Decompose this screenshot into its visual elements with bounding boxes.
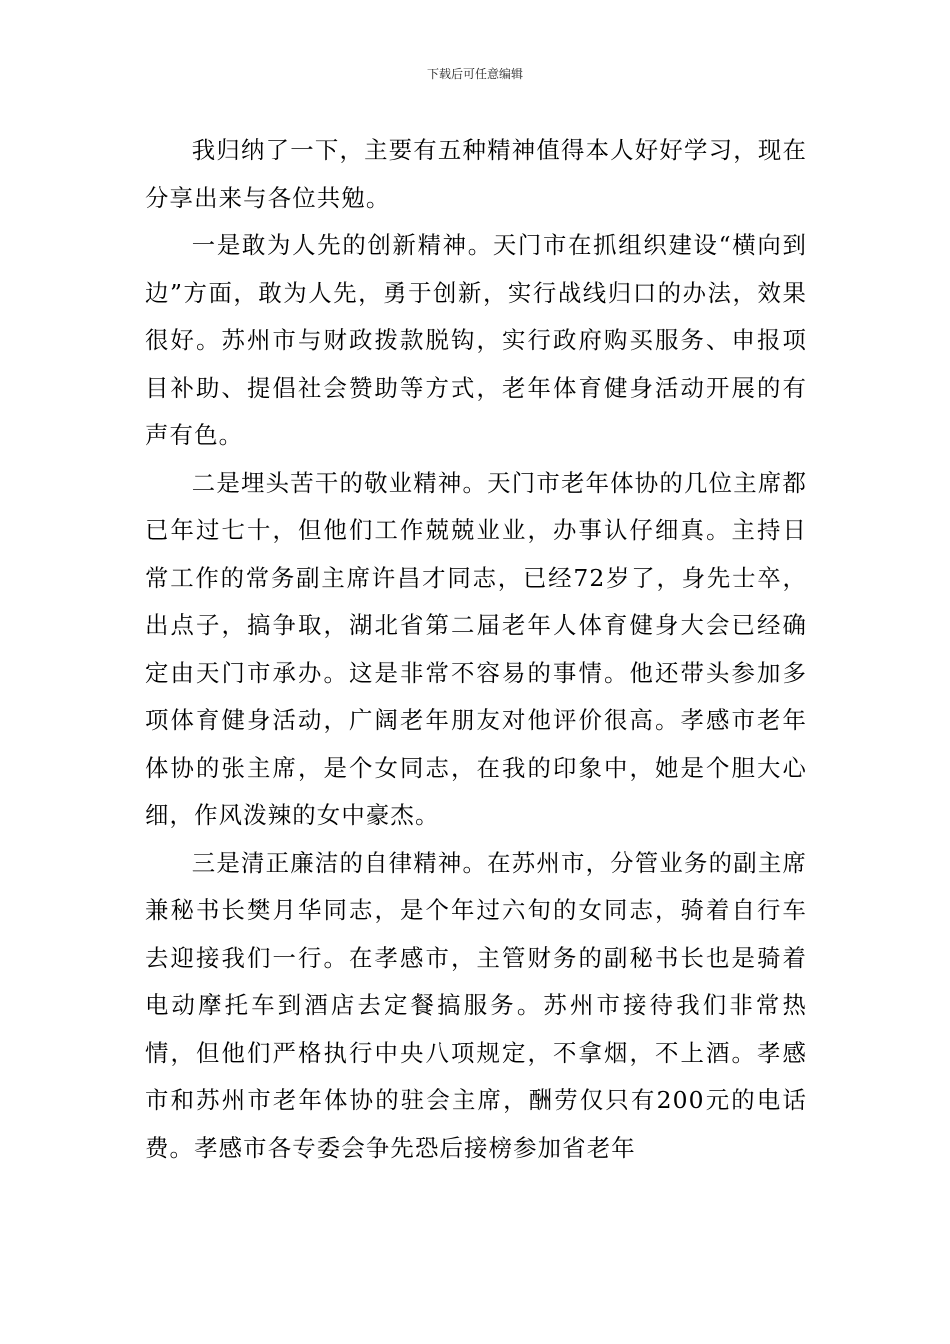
paragraph-dedication-spirit: 二是埋头苦干的敬业精神。天门市老年体协的几位主席都已年过七十，但他们工作兢兢业业，办事认仔细真。主持日常工作的常务副主席许昌才同志，已经72岁了，身先士卒，出点子，搞争取，湖北省第二届老年人体育健身大会已经确定由天门市承办。这是非常不容易的事情。他还带头参加多项体育健身活动，广阔老年朋友对他评价很高。孝感市老年体协的张主席，是个女同志，在我的印象中，她是个胆大心细，作风泼辣的女中豪杰。 (145, 468, 807, 829)
page-header: 下载后可任意编辑 (426, 67, 523, 81)
paragraph-innovation-spirit: 一是敢为人先的创新精神。天门市在抓组织建设“横向到边”方面，敢为人先，勇于创新，实行战线归口的办法，效果很好。苏州市与财政拨款脱钩，实行政府购买服务、申报项目补助、提倡社会赞助等方式，老年体育健身活动开展的有声有色。 (145, 231, 807, 449)
paragraph-integrity-spirit: 三是清正廉洁的自律精神。在苏州市，分管业务的副主席兼秘书长樊月华同志，是个年过六旬的女同志，骑着自行车去迎接我们一行。在孝感市，主管财务的副秘书长也是骑着电动摩托车到酒店去定餐搞服务。苏州市接待我们非常热情，但他们严格执行中央八项规定，不拿烟，不上酒。孝感市和苏州市老年体协的驻会主席，酬劳仅只有200元的电话费。孝感市各专委会争先恐后接榜参加省老年 (145, 848, 807, 1162)
document-body (145, 127, 807, 1172)
paragraph-intro: 我归纳了一下，主要有五种精神值得本人好好学习，现在分享出来与各位共勉。 (145, 136, 807, 212)
